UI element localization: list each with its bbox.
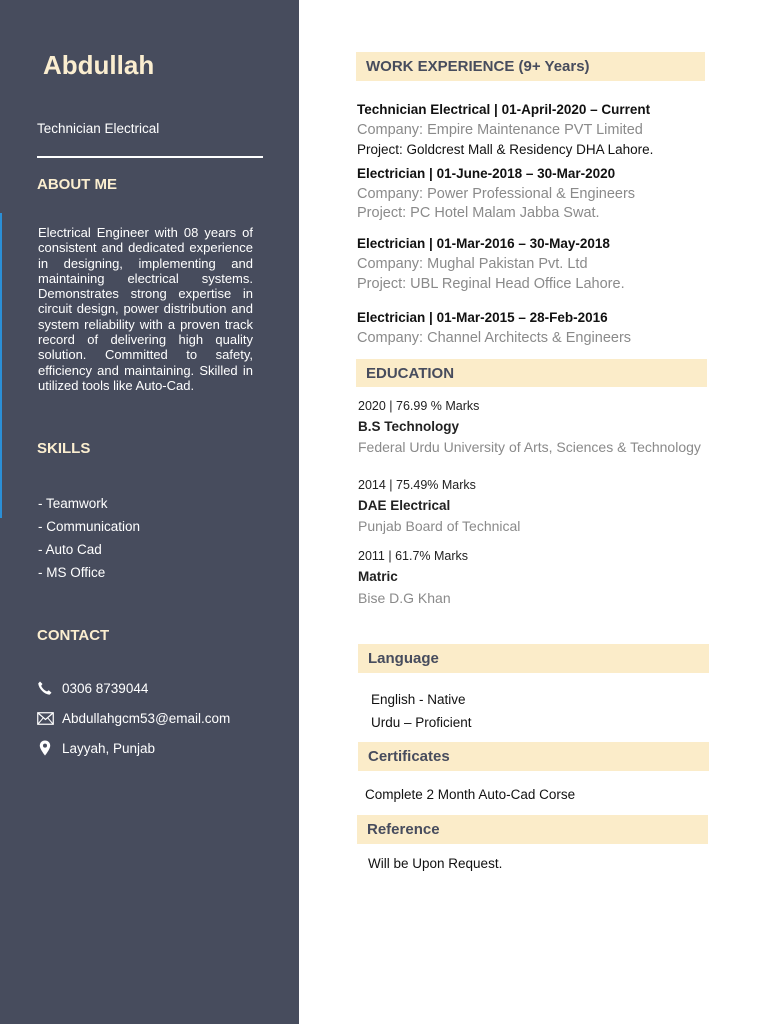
edu-year: 2014 | 75.49% Marks: [358, 478, 476, 492]
location-text: Layyah, Punjab: [62, 740, 156, 756]
sidebar-accent-bar: [0, 213, 2, 518]
skill-item: - MS Office: [38, 565, 106, 580]
about-heading: ABOUT ME: [37, 176, 117, 193]
candidate-name: Abdullah: [43, 50, 155, 80]
work-experience-heading: WORK EXPERIENCE (9+ Years): [356, 52, 705, 81]
reference-heading: Reference: [357, 815, 708, 844]
skills-list: [38, 496, 140, 588]
skill-item: - Communication: [38, 519, 141, 534]
contact-heading: CONTACT: [37, 627, 110, 644]
title-divider: [37, 156, 263, 158]
contact-phone: [36, 680, 148, 696]
edu-degree: Matric: [358, 569, 398, 584]
mail-icon: [36, 710, 54, 726]
skill-item: - Auto Cad: [38, 542, 102, 557]
education-heading: EDUCATION: [356, 359, 707, 387]
skill-item: - Teamwork: [38, 496, 108, 511]
phone-text: 0306 8739044: [62, 680, 149, 696]
skills-heading: SKILLS: [37, 440, 91, 457]
job-company: Company: Channel Architects & Engineers: [357, 330, 632, 346]
language-item: Urdu – Proficient: [371, 715, 472, 730]
job-project: Project: Goldcrest Mall & Residency DHA Lahore.: [357, 142, 654, 157]
job-title: Electrician | 01-June-2018 – 30-Mar-2020: [357, 166, 616, 181]
phone-icon: [36, 680, 54, 696]
edu-year: 2011 | 61.7% Marks: [358, 549, 469, 563]
edu-school: Bise D.G Khan: [358, 590, 451, 606]
contact-location: [36, 740, 155, 756]
edu-school: Punjab Board of Technical: [358, 518, 521, 534]
job-project: Project: PC Hotel Malam Jabba Swat.: [357, 205, 600, 221]
job-company: Company: Mughal Pakistan Pvt. Ltd: [357, 256, 588, 272]
language-item: English - Native: [371, 692, 466, 707]
job-title: Electrician | 01-Mar-2016 – 30-May-2018: [357, 236, 610, 251]
email-text: Abdullahgcm53@email.com: [62, 710, 231, 726]
job-company: Company: Empire Maintenance PVT Limited: [357, 122, 643, 138]
job-company: Company: Power Professional & Engineers: [357, 186, 636, 202]
job-title: Technician Electrical | 01-April-2020 – Current: [357, 102, 651, 117]
about-text: Electrical Engineer with 08 years of consistent and dedicated experience in designing, implementing and maintaining electrical systems. Demonstrates strong expertise in circuit design, power distribution and system reliability with a proven track record of delivering high quality solution. Committed to safety, efficiency and maintaining. Skilled in utilized tools like Auto-Cad.: [38, 225, 253, 393]
edu-degree: DAE Electrical: [358, 498, 451, 513]
candidate-title: Technician Electrical: [37, 121, 160, 136]
edu-year: 2020 | 76.99 % Marks: [358, 399, 480, 413]
reference-text: Will be Upon Request.: [368, 856, 503, 871]
contact-email: [36, 710, 230, 726]
certificates-heading: Certificates: [358, 742, 709, 771]
sidebar: [0, 0, 299, 1024]
edu-degree: B.S Technology: [358, 419, 460, 434]
job-title: Electrician | 01-Mar-2015 – 28-Feb-2016: [357, 310, 608, 325]
job-project: Project: UBL Reginal Head Office Lahore.: [357, 276, 625, 292]
location-pin-icon: [36, 740, 54, 756]
certificate-item: Complete 2 Month Auto-Cad Corse: [365, 787, 576, 802]
edu-school: Federal Urdu University of Arts, Sciences & Technology: [358, 439, 701, 455]
language-heading: Language: [358, 644, 709, 673]
